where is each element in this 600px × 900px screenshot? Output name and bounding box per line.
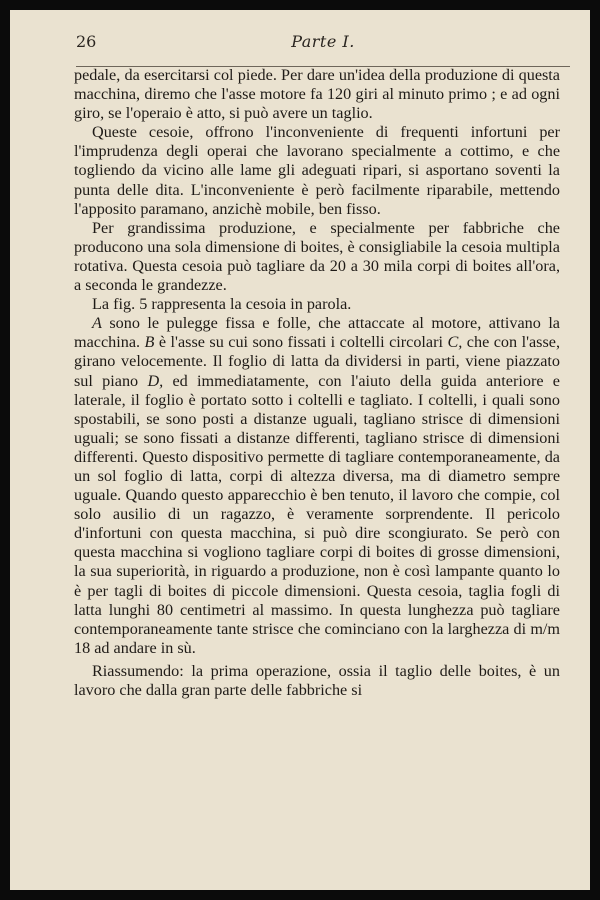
text-b: è l'asse su cui sono fissati i coltelli circolari [154,333,448,352]
unit-mm: m/m [530,619,560,638]
running-head: Parte I. [291,32,355,51]
page-number: 26 [76,32,97,51]
letter-a: A [92,314,102,333]
page-body [74,66,560,700]
text-d: ed immediatamente, con l'aiuto della guida anteriore e laterale, il foglio è portato sotto i coltelli e tagliato. I coltelli, i quali sono spostabili, se sono posti a distanze uguali, tagliano strisce di dimensioni uguali; se sono fissati a distanze differenti, tagliano strisce di dimensioni differenti. Questo dispositivo permette di tagliare contemporaneamente, da un sol foglio di latta, corpi di altezza diversa, ma di diametro sempre uguale. Quando questo apparecchio è ben tenuto, il lavoro che compie, col solo ausilio di un ragazzo, è veramente sorprendente. Il pericolo d'infortuni con questa macchina, si può dire scongiurato. Se però con questa macchina si vogliono tagliare corpi di boites di grosse dimensioni, la sua superiorità, in riguardo a produzione, non è così lampante quanto lo è per tagli di boites di piccole dimensioni. Questa cesoia, taglia fogli di latta lunghi 80 centimetri al massimo. In questa lunghezza può tagliare contemporaneamente tante strisce che cominciano con la larghezza di [74,371,560,638]
letter-b: B [144,333,155,352]
paragraph-figure-reference: La fig. 5 rappresenta la cesoia in parola. [92,295,352,314]
letter-c: C, [447,333,463,352]
text-a: sono le pulegge fissa e folle, che attaccate al motore, attivano la macchina. [74,314,560,352]
paragraph-rotary-shear: Per grandissima produzione, e specialmente per fabbriche che producono una sola dimensione di boites, è consigliabile la cesoia multipla rotativa. Questa cesoia può tagliare da 20 a 30 mila corpi di boites all'ora, a seconda le grandezze. [74,218,560,295]
paragraph-machine-description [74,314,560,658]
text-end: 18 ad andare in sù. [74,638,196,657]
paragraph-summary: Riassumendo: la prima operazione, ossia il taglio delle boites, è un lavoro che dalla gran parte delle fabbriche si [74,661,560,699]
page-header [76,30,570,60]
paragraph-injuries: Queste cesoie, offrono l'inconveniente di frequenti infortuni per l'imprudenza degli operai che lavorano specialmente a cottimo, e che togliendo da vicino alle lame gli adeguati ripari, si asportano soventi la punta delle dita. L'inconveniente è però facilmente riparabile, mettendo l'apposito paramano, anzichè mobile, ben fisso. [74,123,560,218]
paragraph-continuation: pedale, da esercitarsi col piede. Per dare un'idea della produzione di questa macchina, diremo che l'asse motore fa 120 giri al minuto primo ; e ad ogni giro, se l'operaio è atto, si può avere un taglio. [74,66,560,123]
text-c: che con l'asse, girano velocemente. Il foglio di latta da dividersi in parti, viene piazzato sul piano [74,333,560,390]
letter-d: D, [147,371,164,390]
